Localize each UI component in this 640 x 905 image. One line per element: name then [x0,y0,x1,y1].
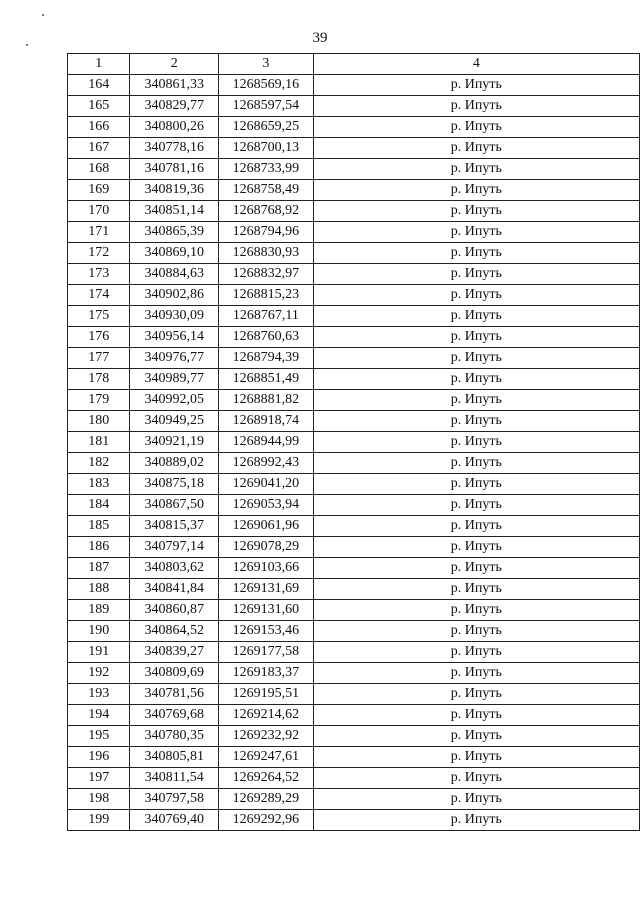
y-coordinate-cell: 1268815,23 [219,285,314,306]
x-coordinate-cell: 340860,87 [130,600,219,621]
x-coordinate-cell: 340949,25 [130,411,219,432]
point-number-cell: 164 [68,75,130,96]
description-cell: р. Ипуть [313,327,639,348]
y-coordinate-cell: 1268767,11 [219,306,314,327]
point-number-cell: 193 [68,684,130,705]
description-cell: р. Ипуть [313,621,639,642]
description-cell: р. Ипуть [313,789,639,810]
description-cell: р. Ипуть [313,579,639,600]
column-header: 2 [130,54,219,75]
point-number-cell: 186 [68,537,130,558]
point-number-cell: 182 [68,453,130,474]
point-number-cell: 176 [68,327,130,348]
scan-speck [42,14,44,16]
description-cell: р. Ипуть [313,96,639,117]
y-coordinate-cell: 1269078,29 [219,537,314,558]
x-coordinate-cell: 340861,33 [130,75,219,96]
table-row [68,75,640,96]
x-coordinate-cell: 340869,10 [130,243,219,264]
table-row [68,495,640,516]
point-number-cell: 172 [68,243,130,264]
x-coordinate-cell: 340875,18 [130,474,219,495]
point-number-cell: 189 [68,600,130,621]
description-cell: р. Ипуть [313,558,639,579]
table-row [68,96,640,117]
description-cell: р. Ипуть [313,243,639,264]
description-cell: р. Ипуть [313,285,639,306]
point-number-cell: 173 [68,264,130,285]
x-coordinate-cell: 340865,39 [130,222,219,243]
x-coordinate-cell: 340781,16 [130,159,219,180]
x-coordinate-cell: 340797,14 [130,537,219,558]
table-row [68,726,640,747]
table-header [68,54,640,75]
description-cell: р. Ипуть [313,180,639,201]
table-row [68,558,640,579]
y-coordinate-cell: 1269264,52 [219,768,314,789]
description-cell: р. Ипуть [313,768,639,789]
point-number-cell: 166 [68,117,130,138]
y-coordinate-cell: 1269289,29 [219,789,314,810]
y-coordinate-cell: 1268700,13 [219,138,314,159]
point-number-cell: 183 [68,474,130,495]
description-cell: р. Ипуть [313,747,639,768]
y-coordinate-cell: 1269292,96 [219,810,314,831]
y-coordinate-cell: 1268881,82 [219,390,314,411]
table-row [68,516,640,537]
table-row [68,264,640,285]
table-row [68,180,640,201]
x-coordinate-cell: 340976,77 [130,348,219,369]
table-row [68,159,640,180]
y-coordinate-cell: 1268569,16 [219,75,314,96]
point-number-cell: 165 [68,96,130,117]
table-row [68,432,640,453]
table-row [68,474,640,495]
x-coordinate-cell: 340989,77 [130,369,219,390]
scan-speck [26,44,28,46]
description-cell: р. Ипуть [313,474,639,495]
y-coordinate-cell: 1269177,58 [219,642,314,663]
y-coordinate-cell: 1268758,49 [219,180,314,201]
table-row [68,390,640,411]
y-coordinate-cell: 1269103,66 [219,558,314,579]
description-cell: р. Ипуть [313,348,639,369]
description-cell: р. Ипуть [313,600,639,621]
point-number-cell: 179 [68,390,130,411]
x-coordinate-cell: 340781,56 [130,684,219,705]
y-coordinate-cell: 1269183,37 [219,663,314,684]
y-coordinate-cell: 1268659,25 [219,117,314,138]
description-cell: р. Ипуть [313,222,639,243]
description-cell: р. Ипуть [313,306,639,327]
point-number-cell: 168 [68,159,130,180]
y-coordinate-cell: 1268830,93 [219,243,314,264]
description-cell: р. Ипуть [313,390,639,411]
x-coordinate-cell: 340769,40 [130,810,219,831]
description-cell: р. Ипуть [313,453,639,474]
y-coordinate-cell: 1269131,69 [219,579,314,600]
x-coordinate-cell: 340803,62 [130,558,219,579]
point-number-cell: 174 [68,285,130,306]
description-cell: р. Ипуть [313,369,639,390]
description-cell: р. Ипуть [313,810,639,831]
x-coordinate-cell: 340778,16 [130,138,219,159]
point-number-cell: 197 [68,768,130,789]
y-coordinate-cell: 1269061,96 [219,516,314,537]
description-cell: р. Ипуть [313,705,639,726]
point-number-cell: 178 [68,369,130,390]
column-header: 4 [313,54,639,75]
description-cell: р. Ипуть [313,75,639,96]
table-row [68,306,640,327]
coordinates-table [67,53,640,831]
y-coordinate-cell: 1269041,20 [219,474,314,495]
description-cell: р. Ипуть [313,411,639,432]
y-coordinate-cell: 1269153,46 [219,621,314,642]
table-row [68,747,640,768]
point-number-cell: 195 [68,726,130,747]
x-coordinate-cell: 340902,86 [130,285,219,306]
x-coordinate-cell: 340921,19 [130,432,219,453]
y-coordinate-cell: 1268992,43 [219,453,314,474]
y-coordinate-cell: 1269195,51 [219,684,314,705]
x-coordinate-cell: 340815,37 [130,516,219,537]
x-coordinate-cell: 340809,69 [130,663,219,684]
description-cell: р. Ипуть [313,138,639,159]
point-number-cell: 188 [68,579,130,600]
y-coordinate-cell: 1268768,92 [219,201,314,222]
point-number-cell: 199 [68,810,130,831]
point-number-cell: 171 [68,222,130,243]
point-number-cell: 181 [68,432,130,453]
x-coordinate-cell: 340829,77 [130,96,219,117]
x-coordinate-cell: 340841,84 [130,579,219,600]
x-coordinate-cell: 340930,09 [130,306,219,327]
x-coordinate-cell: 340800,26 [130,117,219,138]
description-cell: р. Ипуть [313,537,639,558]
x-coordinate-cell: 340851,14 [130,201,219,222]
x-coordinate-cell: 340867,50 [130,495,219,516]
point-number-cell: 196 [68,747,130,768]
description-cell: р. Ипуть [313,663,639,684]
table-row [68,663,640,684]
description-cell: р. Ипуть [313,684,639,705]
x-coordinate-cell: 340839,27 [130,642,219,663]
x-coordinate-cell: 340797,58 [130,789,219,810]
y-coordinate-cell: 1268760,63 [219,327,314,348]
description-cell: р. Ипуть [313,159,639,180]
point-number-cell: 169 [68,180,130,201]
table-body [68,75,640,831]
table-row [68,684,640,705]
point-number-cell: 191 [68,642,130,663]
description-cell: р. Ипуть [313,201,639,222]
point-number-cell: 187 [68,558,130,579]
y-coordinate-cell: 1268918,74 [219,411,314,432]
table-row [68,537,640,558]
x-coordinate-cell: 340805,81 [130,747,219,768]
point-number-cell: 177 [68,348,130,369]
y-coordinate-cell: 1269232,92 [219,726,314,747]
table-row [68,369,640,390]
table-row [68,411,640,432]
table-row [68,579,640,600]
description-cell: р. Ипуть [313,726,639,747]
x-coordinate-cell: 340780,35 [130,726,219,747]
y-coordinate-cell: 1268944,99 [219,432,314,453]
x-coordinate-cell: 340884,63 [130,264,219,285]
point-number-cell: 185 [68,516,130,537]
y-coordinate-cell: 1268733,99 [219,159,314,180]
table-row [68,810,640,831]
y-coordinate-cell: 1269131,60 [219,600,314,621]
table-row [68,789,640,810]
table-row [68,138,640,159]
description-cell: р. Ипуть [313,432,639,453]
x-coordinate-cell: 340956,14 [130,327,219,348]
table-row [68,642,640,663]
point-number-cell: 194 [68,705,130,726]
table-row [68,117,640,138]
table-row [68,327,640,348]
description-cell: р. Ипуть [313,495,639,516]
y-coordinate-cell: 1268794,39 [219,348,314,369]
point-number-cell: 170 [68,201,130,222]
table-row [68,285,640,306]
table-row [68,453,640,474]
page-number: 39 [312,30,328,46]
table-header-row [68,54,640,75]
point-number-cell: 180 [68,411,130,432]
x-coordinate-cell: 340864,52 [130,621,219,642]
table-row [68,705,640,726]
table-row [68,348,640,369]
table-row [68,768,640,789]
table-row [68,621,640,642]
point-number-cell: 190 [68,621,130,642]
description-cell: р. Ипуть [313,117,639,138]
x-coordinate-cell: 340992,05 [130,390,219,411]
y-coordinate-cell: 1269214,62 [219,705,314,726]
point-number-cell: 192 [68,663,130,684]
table-row [68,222,640,243]
x-coordinate-cell: 340769,68 [130,705,219,726]
point-number-cell: 198 [68,789,130,810]
y-coordinate-cell: 1268794,96 [219,222,314,243]
column-header: 1 [68,54,130,75]
description-cell: р. Ипуть [313,516,639,537]
x-coordinate-cell: 340811,54 [130,768,219,789]
y-coordinate-cell: 1269053,94 [219,495,314,516]
description-cell: р. Ипуть [313,642,639,663]
column-header: 3 [219,54,314,75]
y-coordinate-cell: 1269247,61 [219,747,314,768]
point-number-cell: 184 [68,495,130,516]
x-coordinate-cell: 340889,02 [130,453,219,474]
point-number-cell: 167 [68,138,130,159]
table-row [68,243,640,264]
y-coordinate-cell: 1268597,54 [219,96,314,117]
y-coordinate-cell: 1268832,97 [219,264,314,285]
table-row [68,201,640,222]
point-number-cell: 175 [68,306,130,327]
description-cell: р. Ипуть [313,264,639,285]
x-coordinate-cell: 340819,36 [130,180,219,201]
y-coordinate-cell: 1268851,49 [219,369,314,390]
table-row [68,600,640,621]
